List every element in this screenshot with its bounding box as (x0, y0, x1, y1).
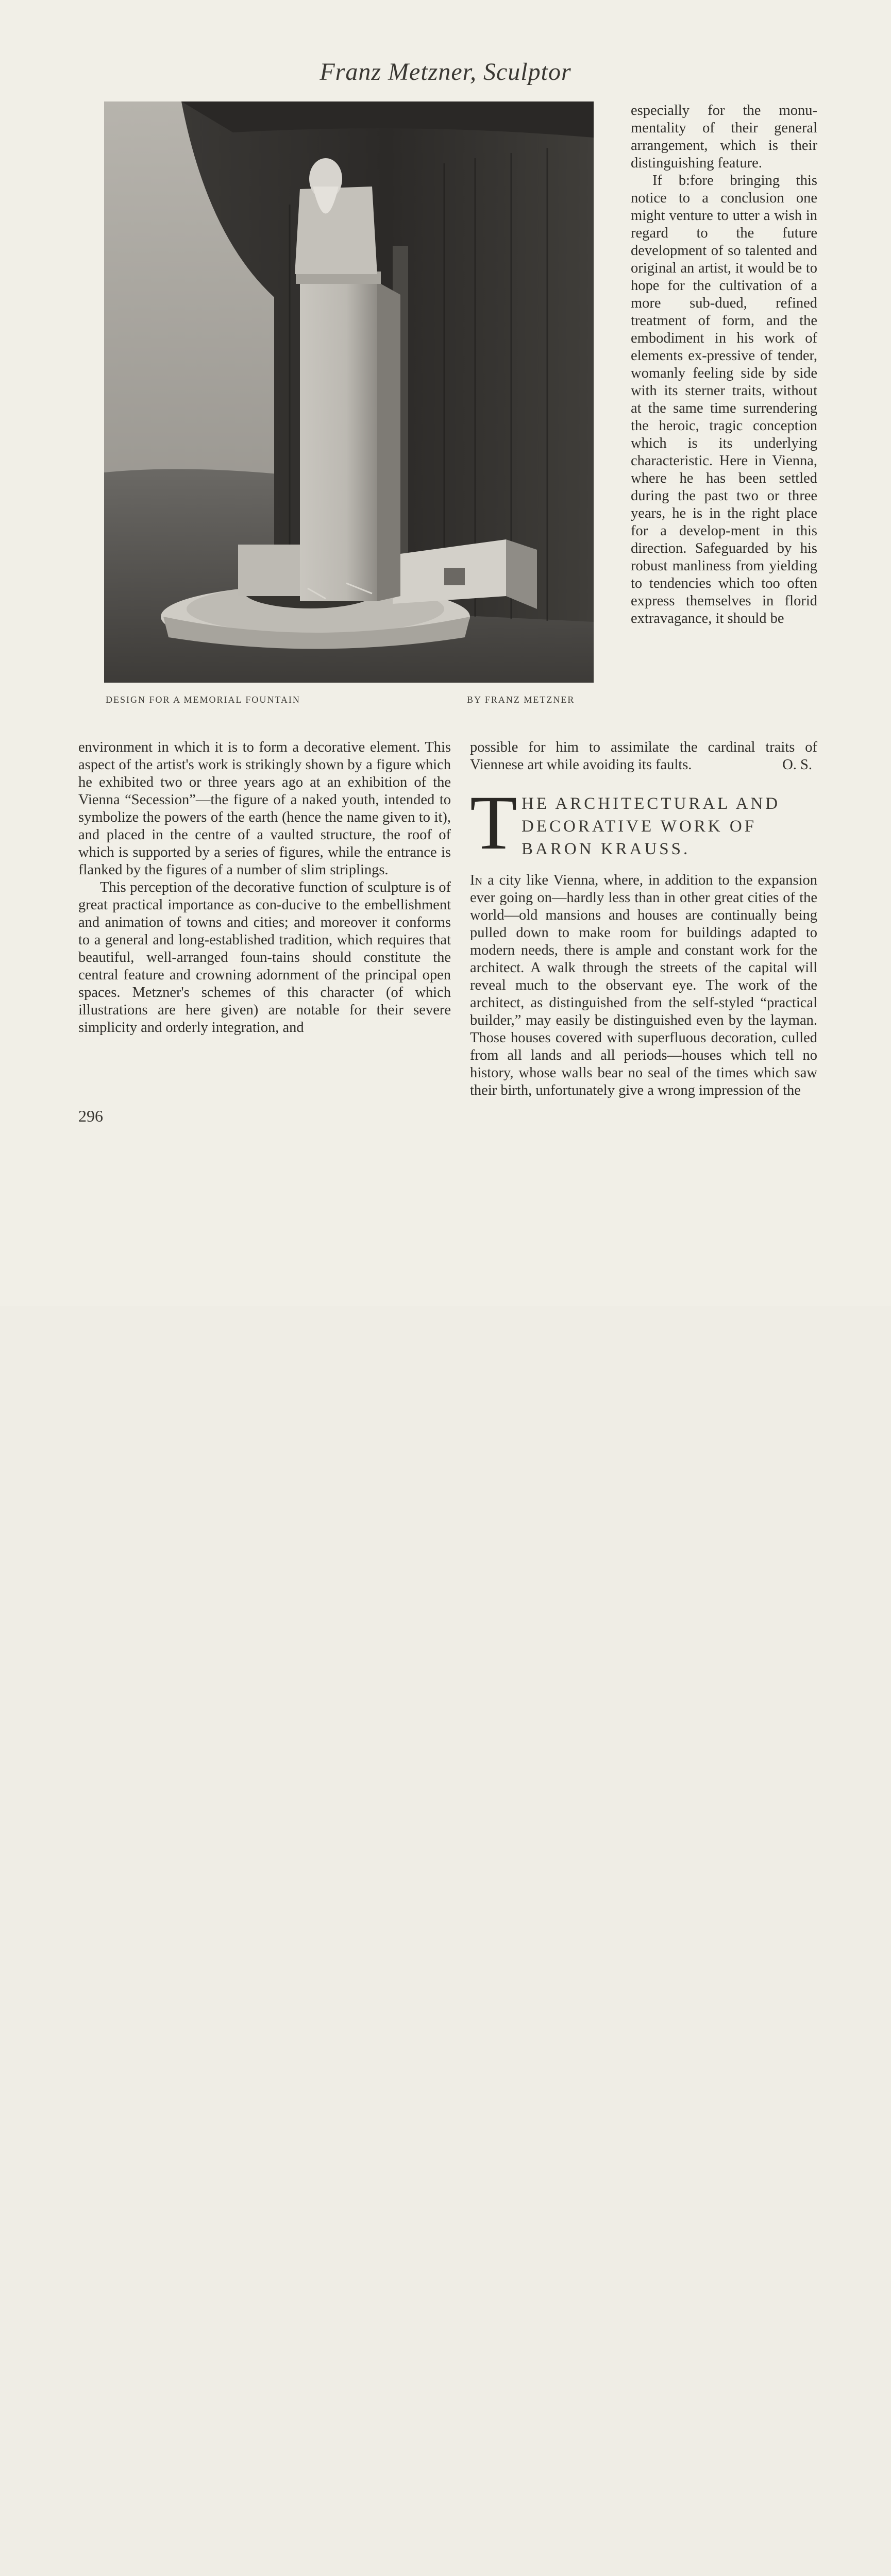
article-title: HE ARCHITECTURAL AND DECORATIVE WORK OF BARON KRAUSS. (522, 794, 781, 858)
fountain-illustration (104, 101, 594, 683)
paragraph: environment in which it is to form a decorative element. This aspect of the artist's work is strikingly shown by a figure which he exhibited two or three years ago at an exhibition of the Vienna “Secession”—the figure of a naked youth, intended to symbolize the powers of the earth (hence the name given to it), and placed in the centre of a vaulted structure, the roof of which is supported by a series of figures, while the entrance is flanked by the figures of a number of slim striplings. (78, 739, 451, 878)
fountain-drawing (104, 101, 594, 683)
page-number: 296 (78, 1107, 103, 1125)
article-body (470, 872, 817, 1099)
paragraph: possible for him to assimilate the cardinal traits of Viennese art while avoiding its faults. (470, 739, 817, 773)
author-signature: O. S. (782, 757, 812, 773)
top-right-column (631, 102, 817, 628)
figure-caption-right: BY FRANZ METZNER (467, 694, 575, 705)
drop-cap: T (470, 780, 517, 866)
paragraph: This perception of the decorative function of sculpture is of great practical importance as con-ducive to the embellishment and animation of towns and cities; and moreover it conforms to a general and long-established tradition, which requires that beautiful, well-arranged foun-tains should constitute the central feature and crowning adornment of the principal open spaces. Metzner's schemes of this character (of which illustrations are here given) are notable for their severe simplicity and orderly integration, and (78, 879, 451, 1036)
paragraph: a city like Vienna, where, in addition to the expansion ever going on—hardly less than in other great cities of the world—old mansions and houses are continually being pulled down to make room for buildings adapted to modern needs, there is ample and constant work for the architect. A walk through the streets of the capital will reveal much to the observant eye. The work of the architect, as distinguished from the self-styled “practical builder,” may easily be distinguished even by the layman. Those houses covered with superfluous decoration, culled from all lands and all periods—houses which tell no history, whose walls bear no seal of the times which saw their birth, unfortunately give a wrong impression of the (470, 872, 818, 1098)
paragraph: If b:fore bringing this notice to a conclusion one might venture to utter a wish in regard to the future development of so talented and original an artist, it would be to hope for the cultivation of a more sub-dued, refined treatment of form, and the embodiment in his work of elements ex-pressive of tender, womanly feeling side by side with its sterner traits, without at the same time surrendering the heroic, tragic conception which is its underlying characteristic. Here in Vienna, where he has been settled during the past two or three years, he is in the right place for a develop-ment in this direction. Safeguarded by his robust manliness from yielding to tendencies which too often express themselves in florid extravagance, it should be (631, 173, 817, 626)
lead-word: In (470, 872, 482, 888)
article-heading (470, 780, 820, 867)
running-head: Franz Metzner, Sculptor (320, 58, 571, 86)
figure-caption-left: DESIGN FOR A MEMORIAL FOUNTAIN (106, 694, 300, 705)
right-column-continuation (470, 739, 817, 774)
digitization-footer (0, 1306, 891, 1373)
paragraph: especially for the monu-mentality of their general arrangement, which is their distinguishing feature. (631, 103, 817, 171)
left-column (78, 739, 451, 1037)
